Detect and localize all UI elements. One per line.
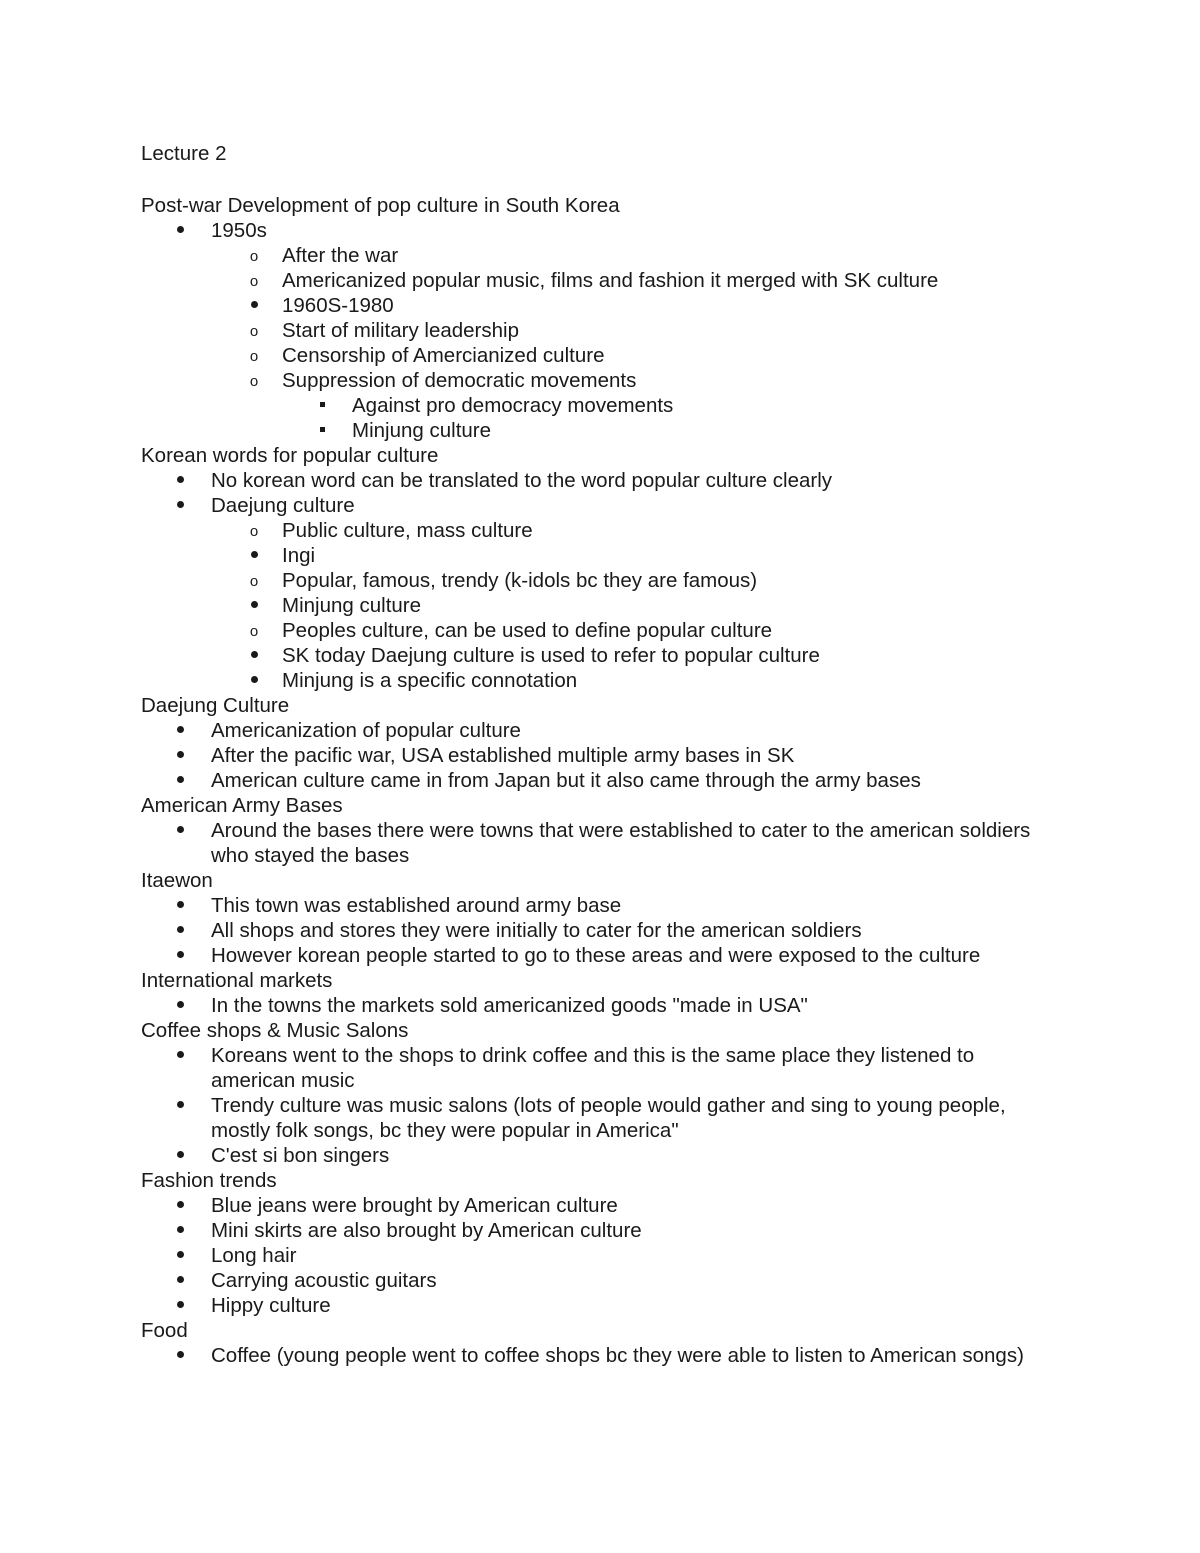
list-item-text: Americanized popular music, films and fashion it merged with SK culture (282, 269, 939, 292)
list-item (0, 218, 1200, 243)
list-item (0, 543, 1200, 568)
list-item (0, 1143, 1200, 1168)
section-heading (0, 693, 1200, 718)
list-item (0, 668, 1200, 693)
section-heading-text: Daejung Culture (141, 694, 290, 717)
list-item (0, 893, 1200, 918)
section-heading-text: Korean words for popular culture (141, 444, 439, 467)
section-heading-text: Fashion trends (141, 1169, 277, 1192)
bullet-marker-icon (170, 743, 190, 768)
bullet-marker-icon (170, 918, 190, 943)
section-heading (0, 793, 1200, 818)
list-item-text: Against pro democracy movements (352, 394, 674, 417)
section-heading-text: Post-war Development of pop culture in South Korea (141, 194, 620, 217)
bullet-marker-icon (170, 1218, 190, 1243)
bullet-marker-icon (244, 643, 264, 668)
bullet-marker-icon (170, 1043, 190, 1068)
list-item (0, 368, 1200, 393)
section-heading-text: Food (141, 1319, 188, 1342)
list-item (0, 593, 1200, 618)
document-title: Lecture 2 (141, 142, 227, 165)
list-item-text: Popular, famous, trendy (k-idols bc they are famous) (282, 569, 758, 592)
section-heading (0, 868, 1200, 893)
circle-marker-icon (244, 243, 264, 269)
bullet-marker-icon (170, 818, 190, 843)
section-heading-text: Coffee shops & Music Salons (141, 1019, 409, 1042)
list-item-text: Start of military leadership (282, 319, 519, 342)
list-item-text: Americanization of popular culture (211, 719, 521, 742)
list-item (0, 618, 1200, 643)
bullet-marker-icon (170, 1343, 190, 1368)
list-item (0, 1343, 1200, 1368)
section-heading-text: American Army Bases (141, 794, 343, 817)
circle-marker-icon (244, 343, 264, 369)
list-item-text: Minjung culture (352, 419, 492, 442)
list-item (0, 493, 1200, 518)
list-item (0, 468, 1200, 493)
bullet-marker-icon (170, 1293, 190, 1318)
list-item-text: All shops and stores they were initially to cater for the american soldiers (211, 919, 862, 942)
circle-marker-icon (244, 268, 264, 294)
list-item (0, 818, 1200, 868)
list-item (0, 268, 1200, 293)
list-item-text: Peoples culture, can be used to define popular culture (282, 619, 773, 642)
bullet-marker-icon (170, 768, 190, 793)
list-item-text: Trendy culture was music salons (lots of people would gather and sing to young people, mostly folk songs, bc they were popular in America" (211, 1094, 1006, 1142)
bullet-marker-icon (170, 1193, 190, 1218)
bullet-marker-icon (170, 718, 190, 743)
list-item-text: 1950s (211, 219, 267, 242)
section-heading-text: Itaewon (141, 869, 213, 892)
list-item-text: Mini skirts are also brought by American culture (211, 1219, 642, 1242)
bullet-marker-icon (244, 593, 264, 618)
circle-marker-icon (244, 318, 264, 344)
list-item-text: In the towns the markets sold americanized goods "made in USA" (211, 994, 808, 1017)
section-heading (0, 1018, 1200, 1043)
section-heading (0, 193, 1200, 218)
list-item (0, 1243, 1200, 1268)
bullet-marker-icon (244, 543, 264, 568)
list-item (0, 1268, 1200, 1293)
bullet-marker-icon (170, 218, 190, 243)
list-item-text: After the pacific war, USA established multiple army bases in SK (211, 744, 795, 767)
square-marker-icon (312, 418, 332, 443)
list-item-text: Around the bases there were towns that were established to cater to the american soldiers who stayed the bases (211, 819, 1031, 867)
bullet-marker-icon (170, 943, 190, 968)
list-item (0, 768, 1200, 793)
list-item-text: After the war (282, 244, 399, 267)
bullet-marker-icon (170, 993, 190, 1018)
list-item (0, 918, 1200, 943)
bullet-marker-icon (244, 293, 264, 318)
list-item-text: 1960S-1980 (282, 294, 394, 317)
section-heading-text: International markets (141, 969, 333, 992)
list-item-text: C'est si bon singers (211, 1144, 390, 1167)
square-marker-icon (312, 393, 332, 418)
list-item (0, 1043, 1200, 1093)
list-item (0, 418, 1200, 443)
list-item-text: Koreans went to the shops to drink coffee and this is the same place they listened to american music (211, 1044, 975, 1092)
list-item (0, 318, 1200, 343)
bullet-marker-icon (244, 668, 264, 693)
list-item-text: Coffee (young people went to coffee shops bc they were able to listen to American songs) (211, 1344, 1024, 1367)
circle-marker-icon (244, 368, 264, 394)
list-item (0, 643, 1200, 668)
lecture-notes-outline (0, 193, 1200, 1368)
list-item-text: This town was established around army base (211, 894, 622, 917)
list-item (0, 1093, 1200, 1143)
list-item-text: Long hair (211, 1244, 297, 1267)
list-item (0, 1193, 1200, 1218)
bullet-marker-icon (170, 1093, 190, 1118)
list-item-text: Public culture, mass culture (282, 519, 533, 542)
list-item-text: However korean people started to go to these areas and were exposed to the culture (211, 944, 981, 967)
list-item (0, 718, 1200, 743)
circle-marker-icon (244, 518, 264, 544)
list-item-text: Censorship of Amercianized culture (282, 344, 605, 367)
list-item-text: Blue jeans were brought by American culture (211, 1194, 618, 1217)
list-item (0, 518, 1200, 543)
list-item (0, 393, 1200, 418)
list-item (0, 993, 1200, 1018)
section-heading (0, 1318, 1200, 1343)
list-item (0, 568, 1200, 593)
bullet-marker-icon (170, 468, 190, 493)
list-item (0, 1218, 1200, 1243)
list-item-text: Minjung culture (282, 594, 422, 617)
bullet-marker-icon (170, 1143, 190, 1168)
bullet-marker-icon (170, 1243, 190, 1268)
bullet-marker-icon (170, 893, 190, 918)
list-item-text: Carrying acoustic guitars (211, 1269, 437, 1292)
list-item (0, 343, 1200, 368)
list-item (0, 243, 1200, 268)
list-item (0, 1293, 1200, 1318)
list-item (0, 943, 1200, 968)
list-item-text: Suppression of democratic movements (282, 369, 637, 392)
list-item-text: No korean word can be translated to the word popular culture clearly (211, 469, 833, 492)
list-item-text: Ingi (282, 544, 316, 567)
list-item-text: Daejung culture (211, 494, 355, 517)
list-item (0, 743, 1200, 768)
section-heading (0, 1168, 1200, 1193)
list-item-text: Minjung is a specific connotation (282, 669, 578, 692)
bullet-marker-icon (170, 1268, 190, 1293)
section-heading (0, 443, 1200, 468)
list-item-text: SK today Daejung culture is used to refer to popular culture (282, 644, 820, 667)
list-item-text: Hippy culture (211, 1294, 331, 1317)
circle-marker-icon (244, 618, 264, 644)
bullet-marker-icon (170, 493, 190, 518)
circle-marker-icon (244, 568, 264, 594)
list-item (0, 293, 1200, 318)
list-item-text: American culture came in from Japan but it also came through the army bases (211, 769, 921, 792)
section-heading (0, 968, 1200, 993)
